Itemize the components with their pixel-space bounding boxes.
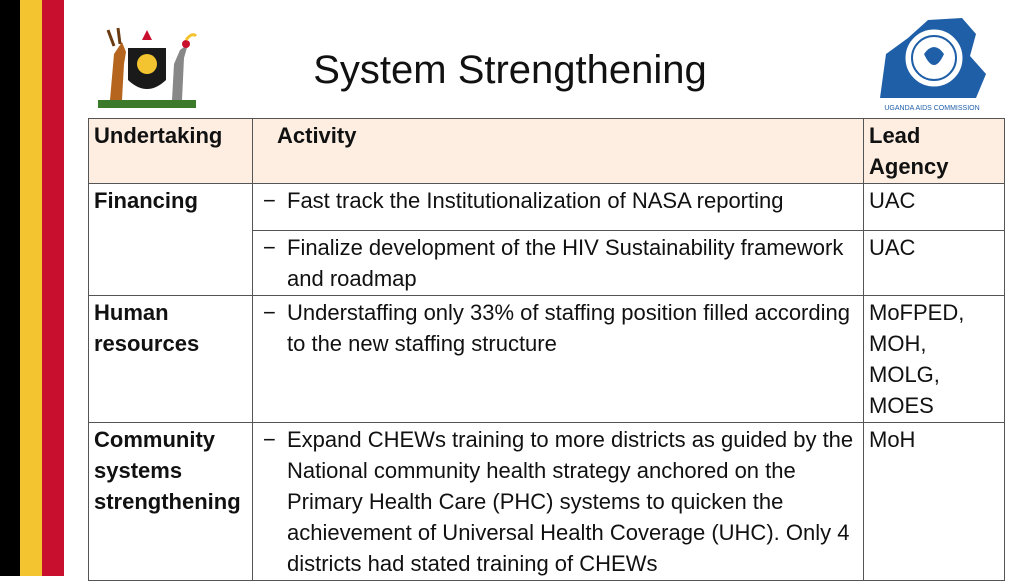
- flag-stripes: [0, 0, 64, 576]
- flag-stripe-yellow: [20, 0, 42, 576]
- cell-undertaking: [89, 231, 253, 296]
- table-header-row: [89, 119, 1005, 184]
- table-row: [89, 184, 1005, 231]
- cell-lead: UAC: [864, 231, 1005, 296]
- activity-text: Expand CHEWs training to more districts as guided by the National community health strategy anchored on the Primary Health Care (PHC) systems to quicken the achievement of Universal Health Coverage (UHC). Only 4 districts had stated training of CHEWs: [287, 427, 854, 576]
- table-row: [89, 231, 1005, 296]
- activity-table: [88, 118, 1005, 581]
- page-title: System Strengthening: [313, 48, 707, 92]
- cell-lead: MoH: [864, 423, 1005, 581]
- cell-activity: [253, 184, 864, 231]
- header-activity: Activity: [253, 119, 864, 184]
- cell-lead: UAC: [864, 184, 1005, 231]
- cell-activity: [253, 296, 864, 423]
- logo-caption: UGANDA AIDS COMMISSION: [884, 105, 980, 112]
- cell-lead: MoFPED, MOH, MOLG, MOES: [864, 296, 1005, 423]
- activity-text: Fast track the Institutionalization of NASA reporting: [287, 188, 784, 213]
- table-row: [89, 296, 1005, 423]
- cell-undertaking: Financing: [89, 184, 253, 231]
- table-row: [89, 423, 1005, 581]
- cell-activity: [253, 231, 864, 296]
- header-undertaking: Undertaking: [89, 119, 253, 184]
- dash-bullet: −: [263, 427, 276, 452]
- flag-stripe-red: [42, 0, 64, 576]
- cell-activity: [253, 423, 864, 581]
- dash-bullet: −: [263, 188, 276, 213]
- cell-undertaking: Community systems strengthening: [89, 423, 253, 581]
- header-lead-agency: Lead Agency: [864, 119, 1005, 184]
- dash-bullet: −: [263, 235, 276, 260]
- coat-of-arms-icon: [92, 24, 202, 110]
- activity-text: Understaffing only 33% of staffing position filled according to the new staffing structure: [287, 300, 850, 356]
- activity-text: Finalize development of the HIV Sustainability framework and roadmap: [287, 235, 844, 291]
- uac-logo-icon: [872, 14, 992, 112]
- flag-stripe-black: [0, 0, 20, 576]
- dash-bullet: −: [263, 300, 276, 325]
- cell-undertaking: Human resources: [89, 296, 253, 423]
